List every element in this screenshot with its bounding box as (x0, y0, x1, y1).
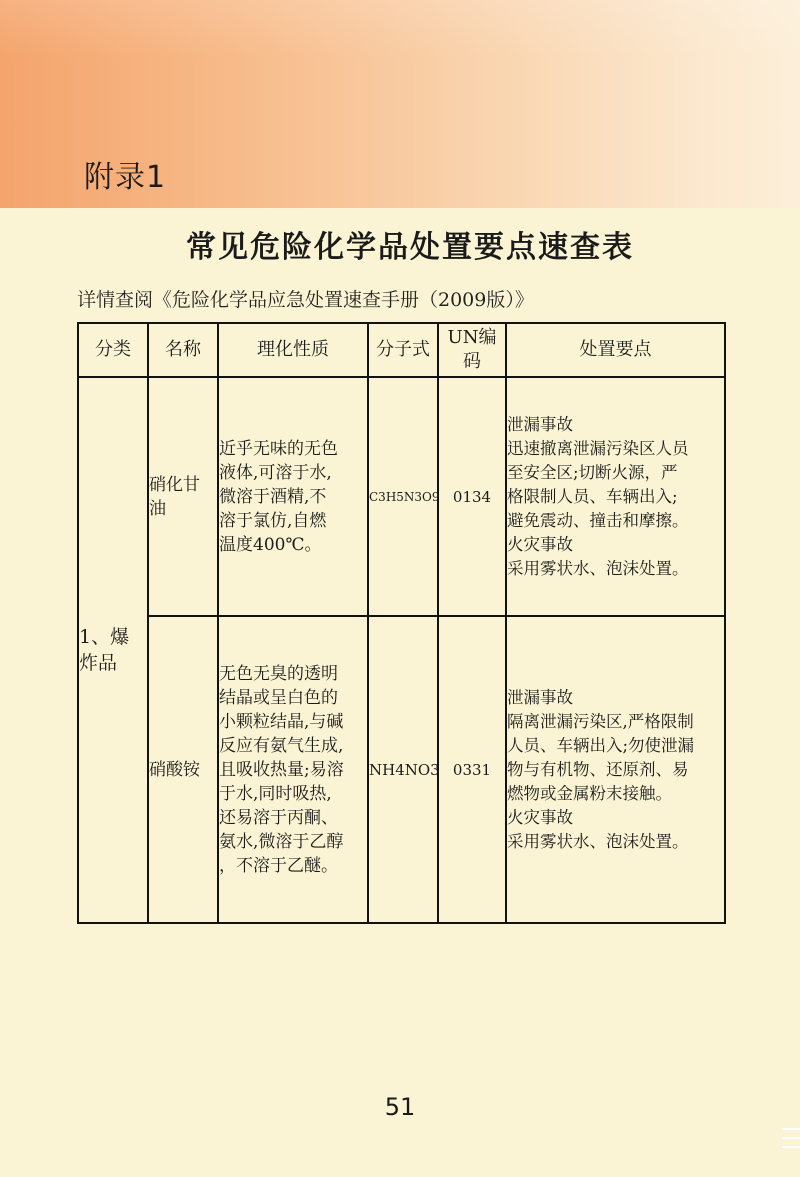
properties-line: 液体,可溶于水, (219, 462, 332, 483)
page-subtitle: 详情查阅《危险化学品应急处置速查手册（2009版）》 (77, 289, 534, 311)
properties-line: 反应有氨气生成, (219, 735, 344, 756)
page-title: 常见危险化学品处置要点速查表 (186, 230, 634, 265)
handling-line: 隔离泄漏污染区,严格限制 (507, 711, 694, 731)
category-line1: 1、爆 (79, 626, 130, 648)
header-category: 分类 (78, 323, 148, 377)
edge-mark (782, 1146, 800, 1148)
properties-line: 微溶于酒精,不 (219, 486, 327, 507)
handling-line: 避免震动、撞击和摩擦。 (507, 510, 689, 530)
handling-line: 泄漏事故 (507, 414, 573, 434)
appendix-label: 附录1 (84, 160, 167, 195)
properties-line: 氨水,微溶于乙醇 (219, 831, 344, 852)
edge-mark (782, 1137, 800, 1139)
handling-line: 格限制人员、车辆出入; (507, 486, 678, 506)
name-cell: 硝酸铵 (148, 616, 218, 923)
chemical-table (77, 322, 726, 924)
properties-line: 且吸收热量;易溶 (219, 759, 344, 780)
name-line2: 油 (149, 498, 166, 519)
table-row (78, 616, 725, 923)
handling-line: 至安全区;切断火源，严 (507, 462, 678, 482)
header-name: 名称 (148, 323, 218, 377)
properties-line: 于水,同时吸热, (219, 783, 332, 804)
handling-line: 人员、车辆出入;勿使泄漏 (507, 735, 695, 755)
page-number: 51 (384, 1093, 416, 1121)
properties-line: 近乎无味的无色 (219, 438, 338, 459)
handling-line: 泄漏事故 (507, 687, 573, 707)
name-line1: 硝化甘 (149, 474, 200, 495)
handling-cell (506, 377, 725, 616)
edge-marks (782, 1128, 800, 1155)
properties-line: 结晶或呈白色的 (219, 687, 338, 708)
properties-cell (218, 616, 368, 923)
handling-line: 燃物或金属粉末接触。 (507, 783, 672, 803)
header-formula: 分子式 (368, 323, 438, 377)
handling-line: 火灾事故 (507, 807, 573, 827)
table-header-row (78, 323, 725, 377)
name-cell (148, 377, 218, 616)
formula-cell: C3H5N3O9 (368, 377, 438, 616)
handling-line: 迅速撤离泄漏污染区人员 (507, 438, 689, 458)
header-un-line2: 码 (463, 351, 481, 372)
un-code-cell: 0134 (438, 377, 506, 616)
un-code-cell: 0331 (438, 616, 506, 923)
edge-mark (782, 1128, 800, 1130)
properties-cell (218, 377, 368, 616)
header-handling: 处置要点 (506, 323, 725, 377)
handling-line: 采用雾状水、泡沫处置。 (507, 831, 689, 851)
handling-line: 采用雾状水、泡沫处置。 (507, 558, 689, 578)
header-un-code (438, 323, 506, 377)
handling-line: 物与有机物、还原剂、易 (507, 759, 689, 779)
properties-line: ，不溶于乙醚。 (219, 855, 338, 876)
properties-line: 溶于氯仿,自燃 (219, 510, 327, 531)
properties-line: 小颗粒结晶,与碱 (219, 711, 344, 732)
header-un-line1: UN编 (447, 327, 497, 348)
properties-line: 温度400℃。 (219, 534, 322, 555)
properties-line: 还易溶于丙酮、 (219, 807, 338, 828)
table-row (78, 377, 725, 616)
formula-cell: NH4NO3 (368, 616, 438, 923)
category-cell (78, 377, 148, 923)
handling-line: 火灾事故 (507, 534, 573, 554)
properties-line: 无色无臭的透明 (219, 663, 338, 684)
header-properties: 理化性质 (218, 323, 368, 377)
category-line2: 炸品 (79, 652, 118, 674)
handling-cell (506, 616, 725, 923)
